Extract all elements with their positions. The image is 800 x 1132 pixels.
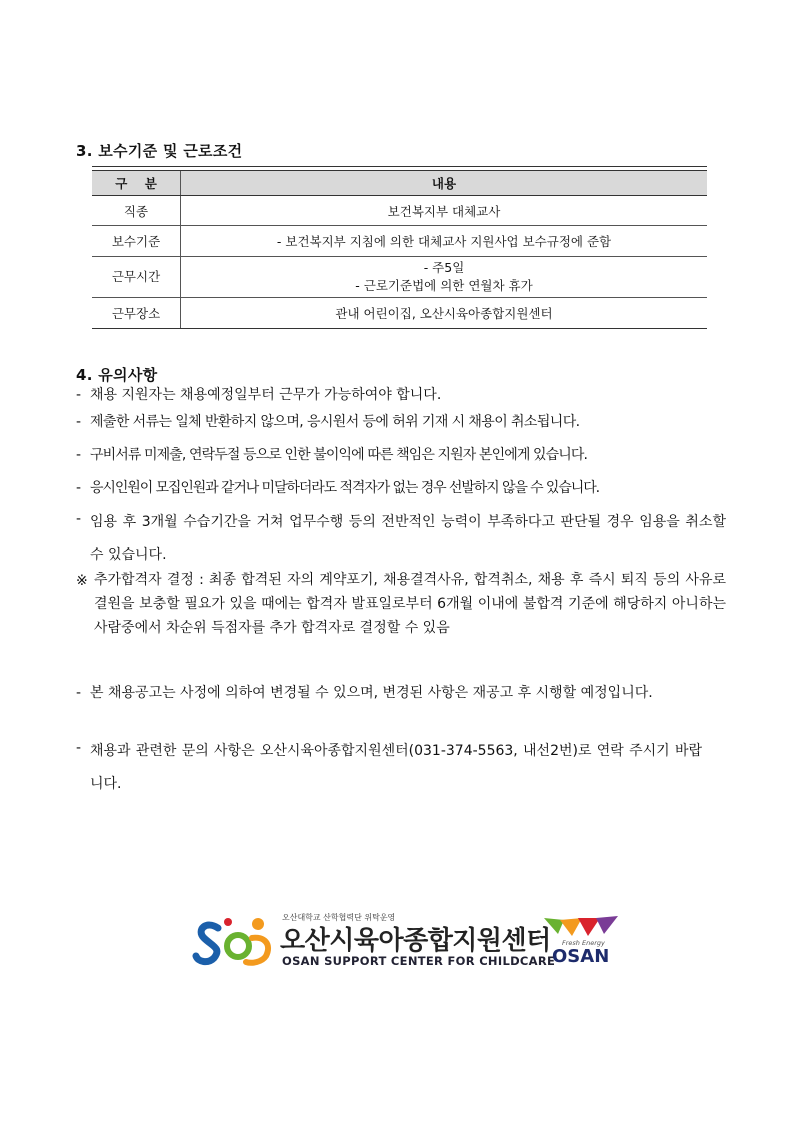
city-name: OSAN (552, 946, 610, 967)
work-conditions-table (92, 166, 707, 329)
bullet-marker: - (76, 511, 82, 527)
list-item (76, 475, 726, 502)
list-item (76, 409, 726, 436)
row-label: 보수기준 (92, 226, 181, 256)
row-line: 관내 어린이집, 오산시육아종합지원센터 (335, 306, 553, 321)
row-value (181, 257, 707, 297)
note-text: 채용 지원자는 채용예정일부터 근무가 가능하여야 합니다. (90, 387, 442, 403)
list-item (76, 735, 726, 801)
osan-city-emblem-icon (542, 912, 622, 940)
list-item (76, 382, 726, 409)
bullet-marker: - (76, 387, 82, 403)
city-tagline: Fresh Energy (562, 939, 605, 947)
row-label: 직종 (92, 196, 181, 225)
header-content: 내용 (431, 176, 457, 191)
childcare-center-emblem-icon (192, 910, 278, 970)
table-row (92, 226, 707, 257)
list-item (76, 568, 726, 640)
note-marker: ※ (76, 573, 88, 589)
table-row (92, 257, 707, 298)
list-item (76, 506, 726, 572)
row-label: 근무장소 (92, 298, 181, 328)
row-value (181, 226, 707, 256)
row-value (181, 196, 707, 225)
list-item (76, 442, 726, 469)
row-line: - 보건복지부 지침에 의한 대체교사 지원사업 보수규정에 준함 (276, 234, 612, 249)
row-line: - 근로기준법에 의한 연월차 휴가 (355, 278, 533, 293)
bullet-marker: - (76, 685, 82, 701)
section3-title: 3. 보수기준 및 근로조건 (76, 142, 243, 160)
row-label: 근무시간 (92, 257, 181, 297)
list-item (76, 680, 726, 706)
table-row (92, 298, 707, 329)
bullet-marker: - (76, 480, 82, 496)
row-line: 보건복지부 대체교사 (387, 203, 501, 219)
note-text: 채용과 관련한 문의 사항은 오산시육아종합지원센터(031-374-5563, 내선2번)로 연락 주시기 바랍니다. (90, 743, 702, 792)
bullet-marker: - (76, 740, 82, 756)
operator-text: 오산대학교 산학협력단 위탁운영 (282, 913, 396, 922)
header-category: 구 분 (92, 171, 181, 195)
note-text: 본 채용공고는 사정에 의하여 변경될 수 있으며, 변경된 사항은 재공고 후 시행할 예정입니다. (90, 685, 653, 701)
row-value (181, 298, 707, 328)
bullet-marker: - (76, 447, 82, 463)
table-header-row (92, 171, 707, 196)
note-text: 임용 후 3개월 수습기간을 거쳐 업무수행 등의 전반적인 능력이 부족하다고 판단될 경우 임용을 취소할 수 있습니다. (90, 514, 726, 563)
bullet-marker: - (76, 414, 82, 430)
center-name-ko: 오산시육아종합지원센터 (280, 926, 551, 956)
note-text: 제출한 서류는 일체 반환하지 않으며, 응시원서 등에 허위 기재 시 채용이 취소됩니다. (90, 414, 580, 430)
note-text: 추가합격자 결정 : 최종 합격된 자의 계약포기, 채용결격사유, 합격취소, 채용 후 즉시 퇴직 등의 사유로 결원을 보충할 필요가 있을 때에는 합격자 발표일로부터 6개월 이내에 불합격 기준에 해당하지 아니하는 사람중에서 차순위 득점자를 추가 합격자로 결정할 수 있음 (94, 572, 726, 636)
center-name-en: OSAN SUPPORT CENTER FOR CHILDCARE (282, 954, 556, 968)
table-row (92, 196, 707, 226)
note-text: 구비서류 미제출, 연락두절 등으로 인한 불이익에 따른 책임은 지원자 본인에게 있습니다. (90, 447, 588, 463)
note-text: 응시인원이 모집인원과 같거나 미달하더라도 적격자가 없는 경우 선발하지 않을 수 있습니다. (90, 480, 599, 496)
section4-title: 4. 유의사항 (76, 366, 158, 384)
row-line: - 주5일 (423, 260, 465, 275)
center-logo (192, 910, 622, 970)
